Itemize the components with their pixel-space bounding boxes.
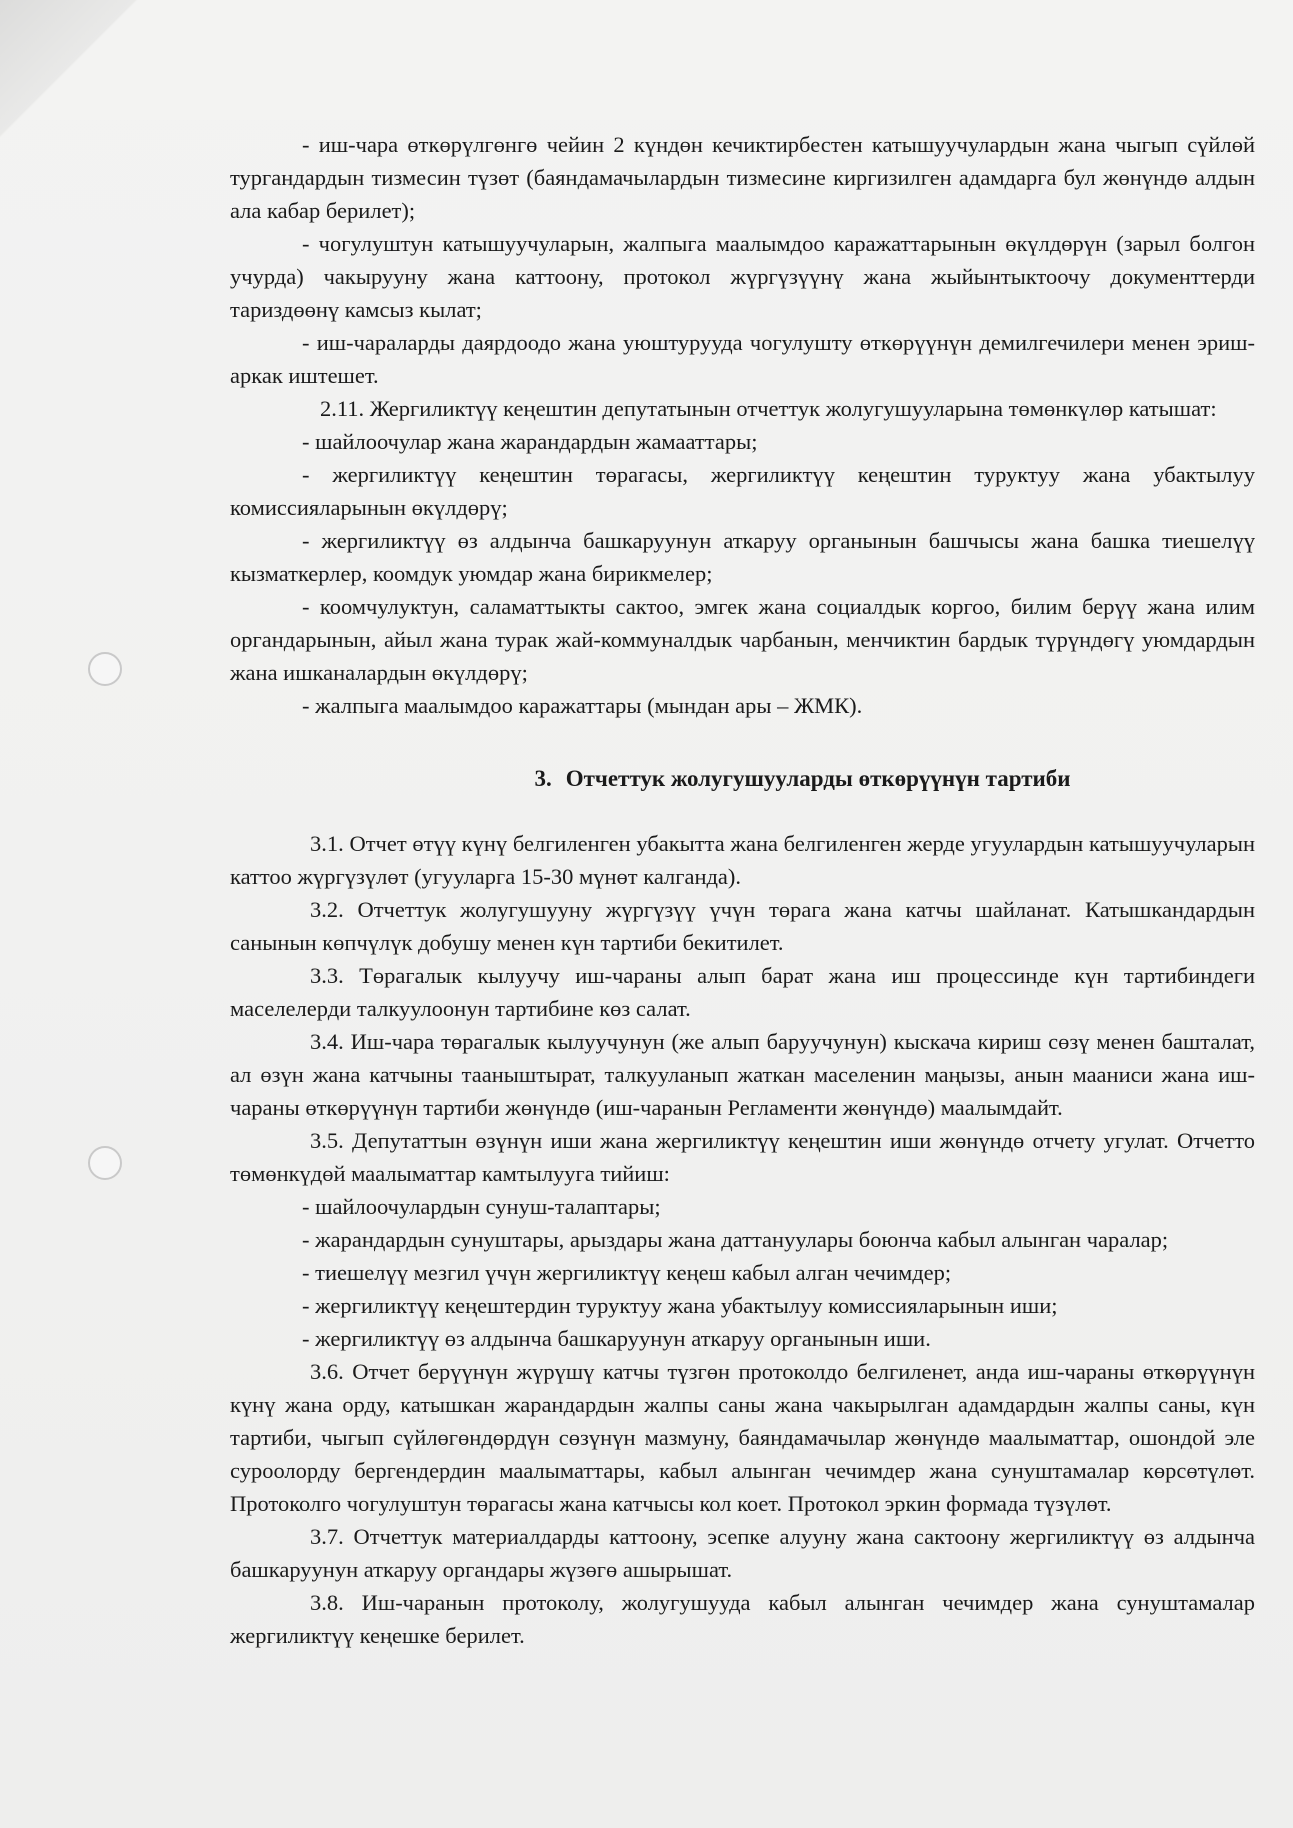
document-body (230, 128, 1255, 1652)
paragraph: - жергиликтүү өз алдынча башкаруунун аткаруу органынын башчысы жана башка тиешелүү кызматкерлер, коомдук уюмдар жана бирикмелер; (230, 528, 1255, 586)
section-heading (230, 762, 1255, 795)
paragraph: - иш-чараларды даярдоодо жана уюштурууда чогулушту өткөрүүнүн демилгечилери менен эриш-аркак иштешет. (230, 330, 1255, 388)
punch-hole-icon (88, 1146, 122, 1180)
paragraph: 3.2. Отчеттук жолугушууну жүргүзүү үчүн төрага жана катчы шайланат. Катышкандардын санынын көпчүлүк добушу менен күн тартиби бекитилет. (230, 897, 1255, 955)
paragraph: 3.3. Төрагалык кылуучу иш-чараны алып барат жана иш процессинде күн тартибиндеги маселелерди талкуулоонун тартибине көз салат. (230, 963, 1255, 1021)
paragraph: - жалпыга маалымдоо каражаттары (мындан ары – ЖМК). (302, 693, 863, 718)
paragraph: - жарандардын сунуштары, арыздары жана даттануулары боюнча кабыл алынган чаралар; (302, 1227, 1169, 1252)
paragraph: 3.8. Иш-чаранын протоколу, жолугушууда кабыл алынган чечимдер жана сунуштамалар жергиликтүү кеңешке берилет. (230, 1590, 1255, 1648)
paragraph: - жергиликтүү өз алдынча башкаруунун аткаруу органынын иши. (302, 1326, 931, 1351)
paragraph: 3.7. Отчеттук материалдарды каттоону, эсепке алууну жана сактоону жергиликтүү өз алдынча башкаруунун аткаруу органдары жүзөгө ашырышат. (230, 1524, 1255, 1582)
section-number: 3. (534, 766, 552, 791)
paragraph: - тиешелүү мезгил үчүн жергиликтүү кеңеш кабыл алган чечимдер; (302, 1260, 952, 1285)
paragraph: 3.6. Отчет берүүнүн жүрүшү катчы түзгөн протоколдо белгиленет, анда иш-чараны өткөрүүнүн күнү жана орду, катышкан жарандардын жалпы саны жана чакырылган адамдардын жалпы саны, күн тартиби, чыгып сүйлөгөндөрдүн сөзүнүн мазмуну, баяндамачылар жөнүндө маалыматтар, ошондой эле суроолорду бергендердин маалыматтары, кабыл алынган чечимдер жана сунуштамалар көрсөтүлөт. Протоколго чогулуштун төрагасы жана катчысы кол коет. Протокол эркин формада түзүлөт. (230, 1359, 1255, 1516)
paragraph: 3.4. Иш-чара төрагалык кылуучунун (же алып баруучунун) кыскача кириш сөзү менен башталат, ал өзүн жана катчыны тааныштырат, талкууланып жаткан маселенин маңызы, анын мааниси жана иш-чараны өткөрүүнүн тартиби жөнүндө (иш-чаранын Регламенти жөнүндө) маалымдайт. (230, 1029, 1255, 1120)
paragraph: - шайлоочулардын сунуш-талаптары; (302, 1194, 661, 1219)
paragraph: - жергиликтүү кеңештин төрагасы, жергиликтүү кеңештин туруктуу жана убактылуу комиссияларынын өкүлдөрү; (230, 462, 1255, 520)
paragraph: - коомчулуктун, саламаттыкты сактоо, эмгек жана социалдык коргоо, билим берүү жана илим органдарынын, айыл жана турак жай-коммуналдык чарбанын, менчиктин бардык түрүндөгү уюмдардын жана ишканалардын өкүлдөрү; (230, 594, 1255, 685)
paragraph: - чогулуштун катышуучуларын, жалпыга маалымдоо каражаттарынын өкүлдөрүн (зарыл болгон учурда) чакырууну жана каттоону, протокол жүргүзүүнү жана жыйынтыктоочу документтерди тариздөөнү камсыз кылат; (230, 231, 1255, 322)
paragraph: - иш-чара өткөрүлгөнгө чейин 2 күндөн кечиктирбестен катышуучулардын жана чыгып сүйлөй тургандардын тизмесин түзөт (баяндамачылардын тизмесине киргизилген адамдарга бул жөнүндө алдын ала кабар берилет); (230, 132, 1255, 223)
paragraph: - жергиликтүү кеңештердин туруктуу жана убактылуу комиссияларынын иши; (302, 1293, 1058, 1318)
punch-hole-icon (88, 652, 122, 686)
folded-corner (0, 0, 150, 150)
paragraph: 2.11. Жергиликтүү кеңештин депутатынын отчеттук жолугушууларына төмөнкүлөр катышат: (320, 396, 1217, 421)
paragraph: 3.1. Отчет өтүү күнү белгиленген убакытта жана белгиленген жерде угуулардын катышуучуларын каттоо жүргүзүлөт (угууларга 15-30 мүнөт калганда). (230, 831, 1255, 889)
paragraph: - шайлоочулар жана жарандардын жамааттары; (302, 429, 758, 454)
paragraph: 3.5. Депутаттын өзүнүн иши жана жергиликтүү кеңештин иши жөнүндө отчету угулат. Отчетто төмөнкүдөй маалыматтар камтылууга тийиш: (230, 1128, 1255, 1186)
section-title: Отчеттук жолугушууларды өткөрүүнүн тартиби (565, 766, 1071, 791)
